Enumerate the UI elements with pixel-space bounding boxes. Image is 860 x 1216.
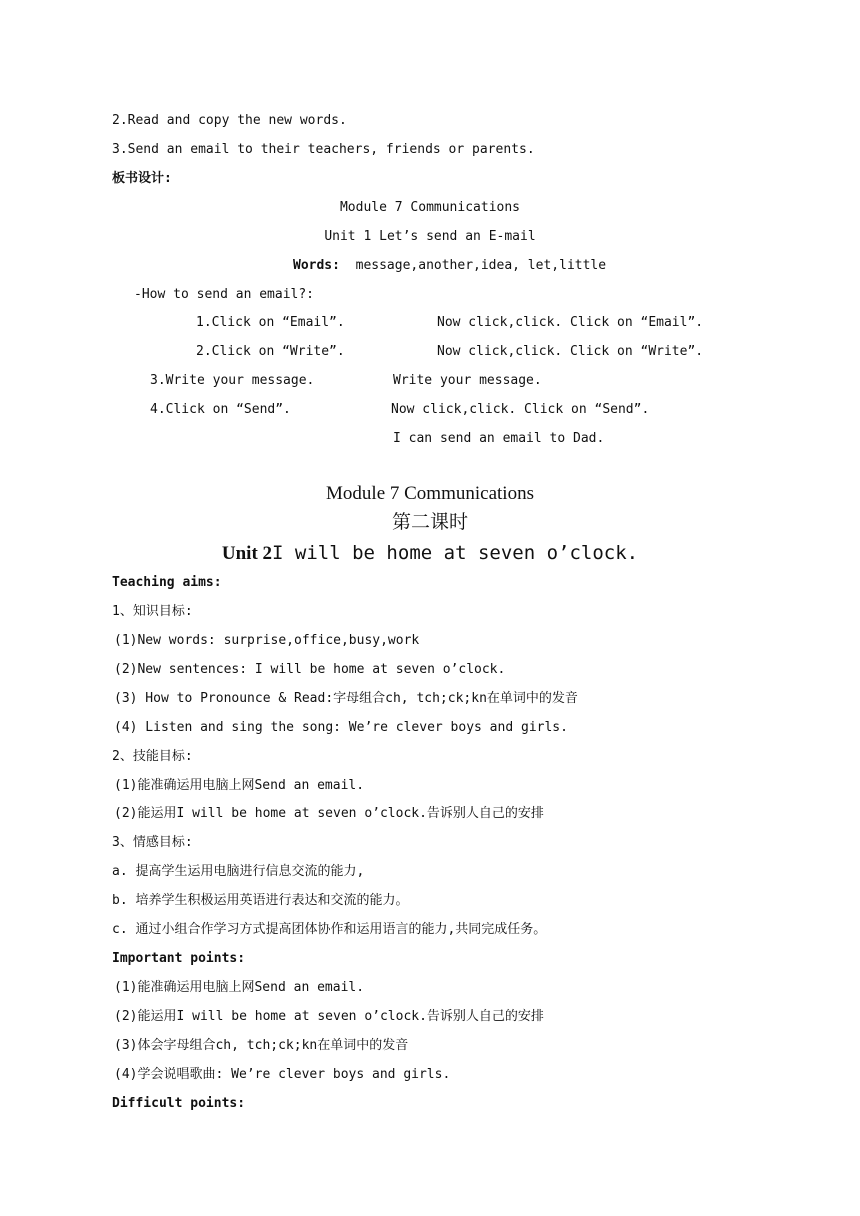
- board-left-step: 1.Click on “Email”.: [196, 315, 345, 330]
- words-list: message,another,idea, let,little: [355, 258, 607, 273]
- board-right-step: I can send an email to Dad.: [393, 431, 605, 446]
- aim-line: 3、情感目标:: [112, 835, 193, 850]
- words-label: Words:: [293, 258, 340, 273]
- important-point-line: (1)能准确运用电脑上网Send an email.: [114, 980, 365, 995]
- aim-line: (4) Listen and sing the song: We’re clever boys and girls.: [114, 720, 568, 735]
- module-title: Module 7 Communications: [326, 483, 534, 504]
- unit-title: [0, 541, 860, 566]
- unit-label: Unit 2: [221, 543, 273, 564]
- board-right-step: Now click,click. Click on “Send”.: [391, 402, 650, 417]
- board-design-heading: 板书设计:: [112, 171, 172, 186]
- board-question: -How to send an email?:: [134, 287, 315, 302]
- important-points-heading: Important points:: [112, 951, 246, 966]
- important-point-line: (3)体会字母组合ch, tch;ck;kn在单词中的发音: [114, 1038, 409, 1053]
- aim-line: b. 培养学生积极运用英语进行表达和交流的能力。: [112, 893, 409, 908]
- board-right-step: Now click,click. Click on “Email”.: [437, 315, 704, 330]
- aim-line: (2)New sentences: I will be home at seven o’clock.: [114, 662, 506, 677]
- aim-line: (3) How to Pronounce & Read:字母组合ch, tch;ck;kn在单词中的发音: [114, 691, 578, 706]
- board-left-step: 3.Write your message.: [150, 373, 315, 388]
- step-line: 2.Read and copy the new words.: [112, 113, 347, 128]
- board-left-step: 2.Click on “Write”.: [196, 344, 345, 359]
- unit-title-text: I will be home at seven o’clock.: [272, 542, 639, 564]
- important-point-line: (2)能运用I will be home at seven o’clock.告诉别人自己的安排: [114, 1009, 544, 1024]
- board-right-step: Now click,click. Click on “Write”.: [437, 344, 704, 359]
- board-words-row: [293, 257, 606, 275]
- lesson-title: 第二课时: [391, 512, 468, 533]
- aim-line: (1)能准确运用电脑上网Send an email.: [114, 778, 365, 793]
- board-module-title: Module 7 Communications: [339, 200, 520, 215]
- step-line: 3.Send an email to their teachers, friends or parents.: [112, 142, 535, 157]
- aim-line: 2、技能目标:: [112, 749, 193, 764]
- aim-line: (2)能运用I will be home at seven o’clock.告诉别人自己的安排: [114, 806, 544, 821]
- board-left-step: 4.Click on “Send”.: [150, 402, 291, 417]
- aim-line: 1、知识目标:: [112, 604, 193, 619]
- aim-line: a. 提高学生运用电脑进行信息交流的能力,: [112, 864, 365, 879]
- important-point-line: (4)学会说唱歌曲: We’re clever boys and girls.: [114, 1067, 451, 1082]
- teaching-aims-heading: Teaching aims:: [112, 575, 222, 590]
- difficult-points-heading: Difficult points:: [112, 1096, 246, 1111]
- board-unit-title: Unit 1 Let’s send an E-mail: [324, 229, 536, 244]
- board-right-step: Write your message.: [393, 373, 542, 388]
- aim-line: (1)New words: surprise,office,busy,work: [114, 633, 420, 648]
- aim-line: c. 通过小组合作学习方式提高团体协作和运用语言的能力,共同完成任务。: [112, 922, 547, 937]
